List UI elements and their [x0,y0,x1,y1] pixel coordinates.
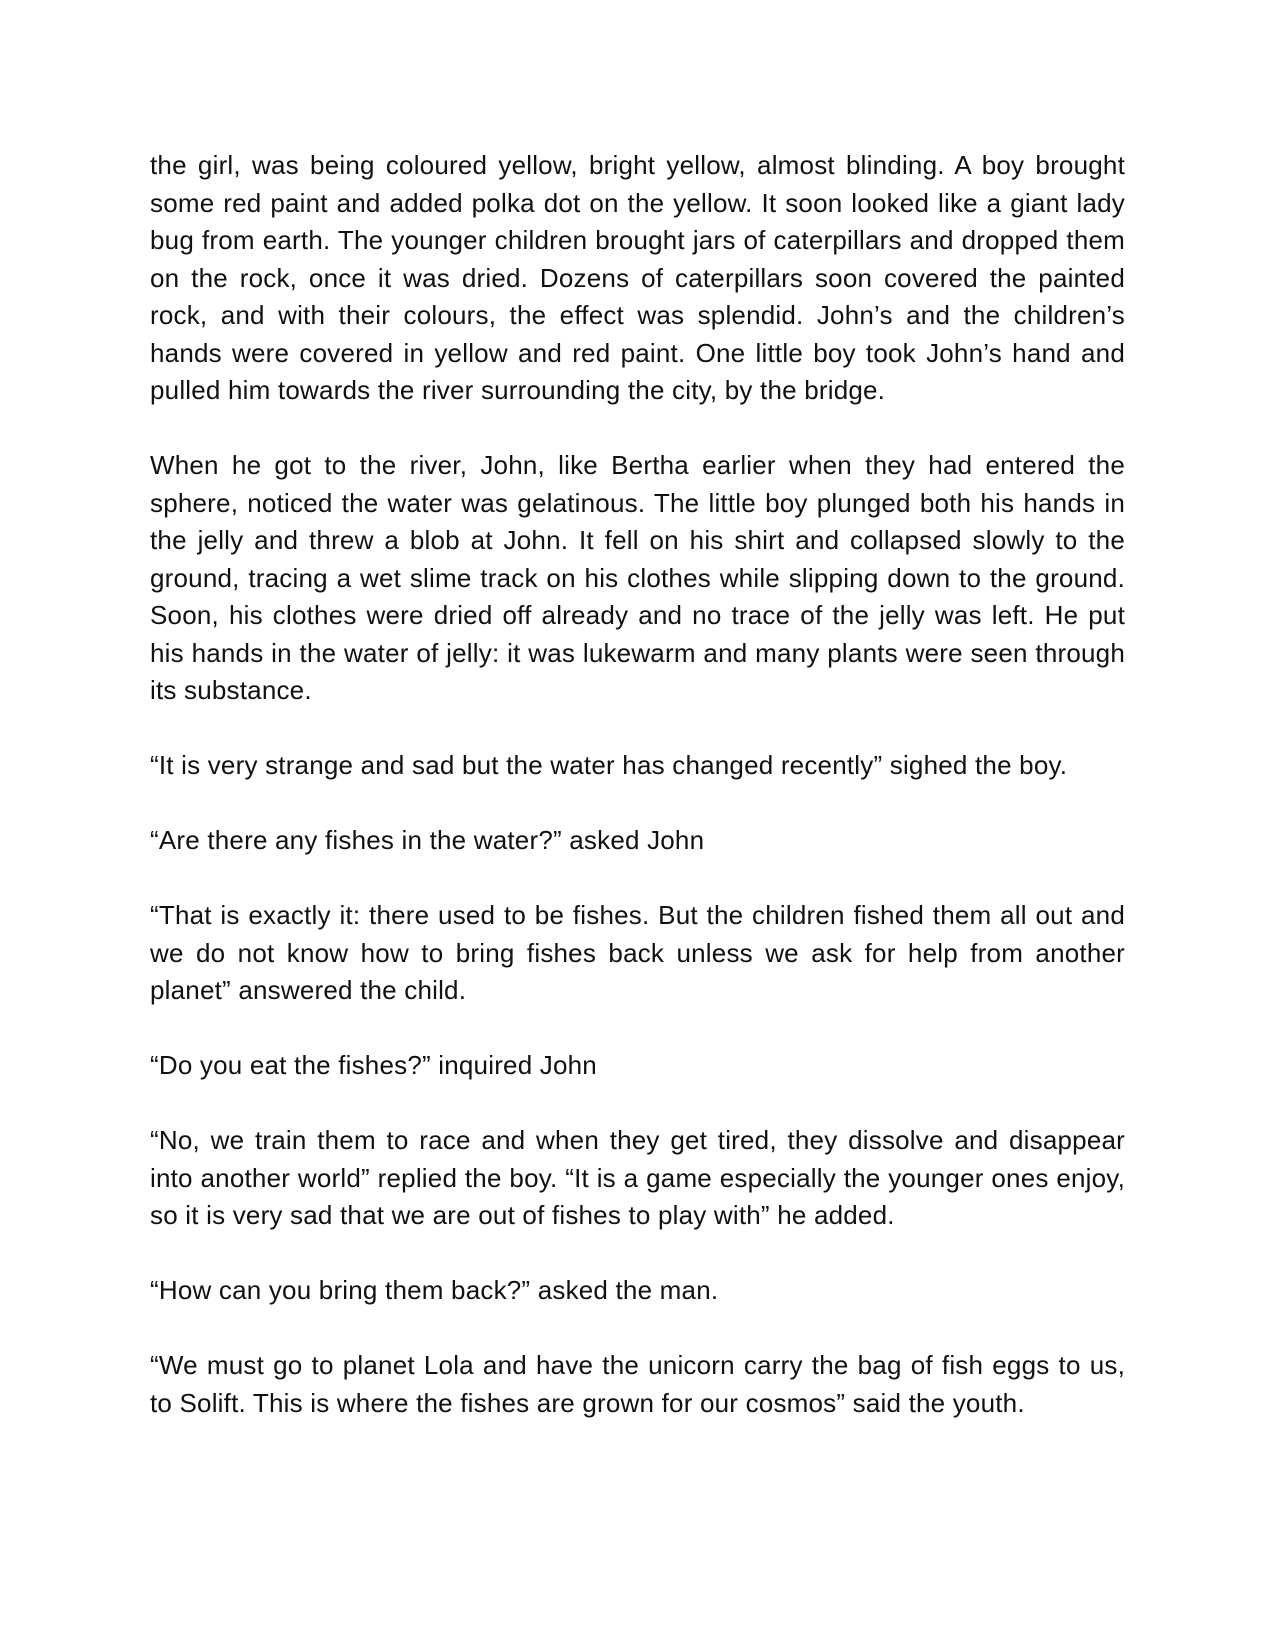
dialogue-paragraph: “No, we train them to race and when they get tired, they dissolve and disappear into another world” replied the boy. “It is a game especially the younger ones enjoy, so it is very sad that we are out of fishes to play with” he added. [150,1125,1125,1230]
dialogue-paragraph: “Are there any fishes in the water?” asked John [150,825,705,855]
dialogue-paragraph: “It is very strange and sad but the water has changed recently” sighed the boy. [150,750,1068,780]
dialogue-paragraph: “We must go to planet Lola and have the unicorn carry the bag of fish eggs to us, to Solift. This is where the fishes are grown for our cosmos” said the youth. [150,1350,1125,1418]
paragraph: When he got to the river, John, like Bertha earlier when they had entered the sphere, noticed the water was gelatinous. The little boy plunged both his hands in the jelly and threw a blob at John. It fell on his shirt and collapsed slowly to the ground, tracing a wet slime track on his clothes while slipping down to the ground. Soon, his clothes were dried off already and no trace of the jelly was left. He put his hands in the water of jelly: it was lukewarm and many plants were seen through its substance. [150,450,1125,705]
body-text [150,147,1125,1422]
paragraph: the girl, was being coloured yellow, bright yellow, almost blinding. A boy brought some red paint and added polka dot on the yellow. It soon looked like a giant lady bug from earth. The younger children brought jars of caterpillars and dropped them on the rock, once it was dried. Dozens of caterpillars soon covered the painted rock, and with their colours, the effect was splendid. John’s and the children’s hands were covered in yellow and red paint. One little boy took John’s hand and pulled him towards the river surrounding the city, by the bridge. [150,150,1125,405]
dialogue-paragraph: “How can you bring them back?” asked the man. [150,1275,719,1305]
dialogue-paragraph: “That is exactly it: there used to be fishes. But the children fished them all out and we do not know how to bring fishes back unless we ask for help from another planet” answered the child. [150,900,1125,1005]
dialogue-paragraph: “Do you eat the fishes?” inquired John [150,1050,597,1080]
